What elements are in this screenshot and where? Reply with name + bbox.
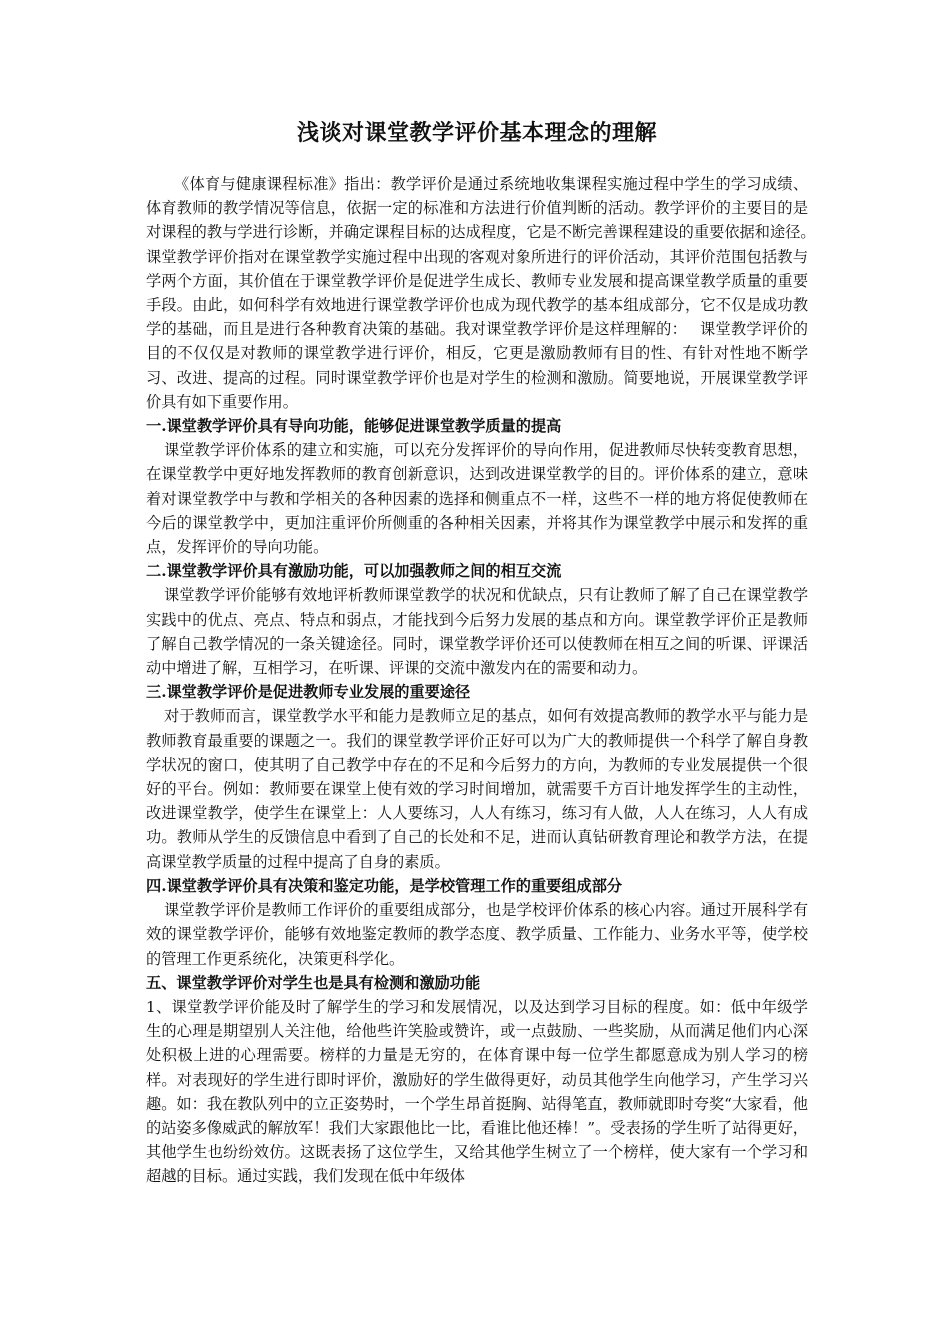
document-title: 浅谈对课堂教学评价基本理念的理解 — [296, 120, 657, 146]
section-1-paragraph: 课堂教学评价体系的建立和实施，可以充分发挥评价的导向作用，促进教师尽快转变教育思想，在课堂教学中更好地发挥教师的教育创新意识，达到改进课堂教学的目的。评价体系的建立，意味着对课堂教学中与教和学相关的各种因素的选择和侧重点不一样，这些不一样的地方将促使教师在今后的课堂教学中，更加注重评价所侧重的各种相关因素，并将其作为课堂教学中展示和发挥的重点，发挥评价的导向功能。 — [146, 441, 808, 557]
intro-paragraph: 《体育与健康课程标准》指出：教学评价是通过系统地收集课程实施过程中学生的学习成绩、体育教师的教学情况等信息，依据一定的标准和方法进行价值判断的活动。教学评价的主要目的是对课程的教与学进行诊断，并确定课程目标的达成程度，它是不断完善课程建设的重要依据和途径。 课堂教学评价指对在课堂教学实施过程中出现的客观对象所进行的评价活动，其评价范围包括教与学两个方面，其价值在于课堂教学评价是促进学生成长、教师专业发展和提高课堂教学质量的重要手段。由此，如何科学有效地进行课堂教学评价也成为现代教学的基本组成部分，它不仅是成功教学的基础，而且是进行各种教育决策的基础。我对课堂教学评价是这样理解的： 课堂教学评价的目的不仅仅是对教师的课堂教学进行评价，相反，它更是激励教师有目的性、有针对性地不断学习、改进、提高的过程。同时课堂教学评价也是对学生的检测和激励。简要地说，开展课堂教学评价具有如下重要作用。 — [146, 175, 824, 411]
section-4-paragraph: 课堂教学评价是教师工作评价的重要组成部分，也是学校评价体系的核心内容。通过开展科学有效的课堂教学评价，能够有效地鉴定教师的教学态度、教学质量、工作能力、业务水平等，使学校的管理工作更系统化，决策更科学化。 — [146, 901, 808, 968]
section-4-heading: 四.课堂教学评价具有决策和鉴定功能，是学校管理工作的重要组成部分 — [146, 876, 623, 895]
section-2-paragraph: 课堂教学评价能够有效地评析教师课堂教学的状况和优缺点，只有让教师了解了自己在课堂教学实践中的优点、亮点、特点和弱点，才能找到今后努力发展的基点和方向。课堂教学评价正是教师了解自己教学情况的一条关键途径。同时，课堂教学评价还可以使教师在相互之间的听课、评课活动中增进了解，互相学习，在听课、评课的交流中激发内在的需要和动力。 — [146, 586, 808, 678]
section-1-heading: 一.课堂教学评价具有导向功能，能够促进课堂教学质量的提高 — [146, 417, 562, 436]
section-3-heading: 三.课堂教学评价是促进教师专业发展的重要途径 — [146, 683, 471, 702]
document-page — [146, 118, 824, 1189]
section-3-paragraph: 对于教师而言，课堂教学水平和能力是教师立足的基点，如何有效提高教师的教学水平与能力是教师教育最重要的课题之一。我们的课堂教学评价正好可以为广大的教师提供一个科学了解自身教学状况的窗口，使其明了自己教学中存在的不足和今后努力的方向，为教师的专业发展提供一个很好的平台。例如：教师要在课堂上使有效的学习时间增加，就需要千方百计地发挥学生的主动性，改进课堂教学，使学生在课堂上：人人要练习，人人有练习，练习有人做，人人在练习，人人有成功。教师从学生的反馈信息中看到了自己的长处和不足，进而认真钻研教育理论和教学方法，在提高课堂教学质量的过程中提高了自身的素质。 — [146, 707, 808, 871]
section-2-heading: 二.课堂教学评价具有激励功能，可以加强教师之间的相互交流 — [146, 562, 562, 581]
section-5-paragraph: 1、课堂教学评价能及时了解学生的学习和发展情况，以及达到学习目标的程度。如：低中年级学生的心理是期望别人关注他，给他些许笑脸或赞许，或一点鼓励、一些奖励，从而满足他们内心深处积极上进的心理需要。榜样的力量是无穷的，在体育课中每一位学生都愿意成为别人学习的榜样。对表现好的学生进行即时评价，激励好的学生做得更好，动员其他学生向他学习，产生学习兴趣。如：我在教队列中的立正姿势时，一个学生昂首挺胸、站得笔直，教师就即时夸奖“大家看，他的站姿多像威武的解放军！我们大家跟他比一比，看谁比他还棒！”。受表扬的学生听了站得更好，其他学生也纷纷效仿。这既表扬了这位学生，又给其他学生树立了一个榜样，使大家有一个学习和超越的目标。通过实践，我们发现在低中年级体 — [146, 997, 808, 1186]
section-5-heading: 五、课堂教学评价对学生也是具有检测和激励功能 — [146, 973, 481, 992]
